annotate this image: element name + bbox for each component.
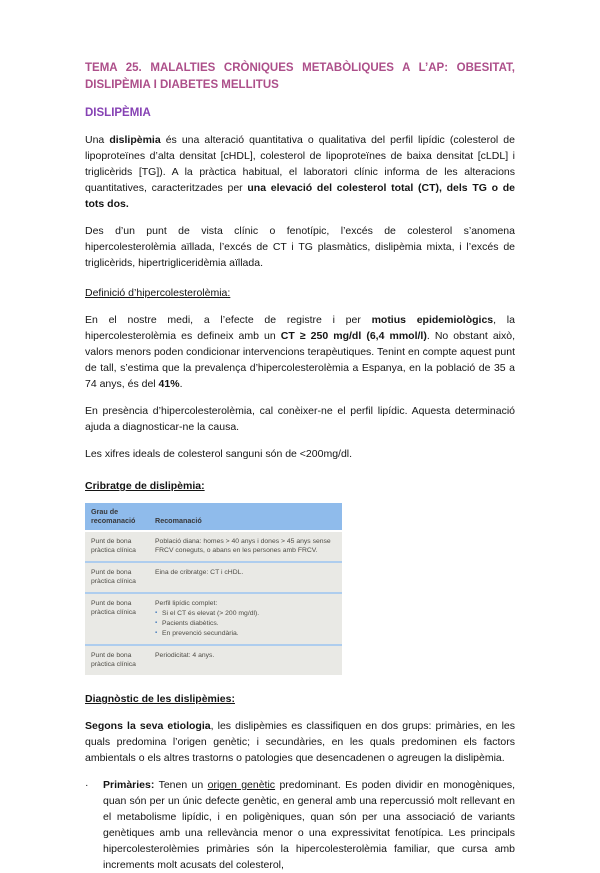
text-run: . No obstant això, valors menors poden condicionar intervencions terapèutiques. Tenint en compte aquest punt de tall, s’estima que la prevalença d’hipercolesterolèmia a Espanya, en la població de 35 a 74 anys, és del	[85, 330, 515, 390]
paragraph-hypercholesterolemia-definition	[85, 312, 515, 392]
text-run: .	[179, 378, 183, 390]
paragraph-dislipemia-definition	[85, 132, 515, 212]
paragraph-clinical-view: Des d’un punt de vista clínic o fenotípic, l’excés de colesterol s’anomena hipercolesterolèmia aïllada, l’excés de CT i TG plasmàtics, dislipèmia mixta, i l’excés de triglicèrids, hipertrigliceridèmia aïllada.	[85, 225, 515, 269]
table-header-grade: Grau de recomanació	[91, 507, 136, 525]
text-run: predominant. Es poden dividir en monogèniques, quan són per un únic defecte genètic, en general amb una repercussió molt rellevant en el metabolisme lipídic, i en poligèniques, quan són per una associació de variants genètiques amb una rellevància menor o una expressivitat fenotípica. Les principals hipercolesterolèmies primàries són la hipercolesterolèmia familiar, que cursa amb increments molt acusats del colesterol,	[103, 779, 515, 871]
text-run: , les dislipèmies es classifiquen en dos grups: primàries, en les quals predomina l’origen genètic; i secundàries, en les quals predominen els factors ambientals o els altres trastorns o patologies que desencadenen o agreugen la dislipèmia.	[85, 720, 515, 764]
text-run-underline: origen genètic	[207, 779, 276, 791]
table-bullet-item	[155, 629, 336, 638]
diagnosis-heading: Diagnòstic de les dislipèmies:	[85, 693, 235, 705]
bullet-item-primaries	[85, 777, 515, 873]
paragraph-ideal-values: Les xifres ideals de colesterol sanguni són de <200mg/dl.	[85, 448, 353, 460]
paragraph-lipid-profile: En presència d’hipercolesterolèmia, cal conèixer-ne el perfil lipídic. Aquesta determinació ajuda a diagnosticar-ne la causa.	[85, 405, 515, 433]
definition-heading: Definició d’hipercolesterolèmia:	[85, 287, 231, 299]
recommendation-table	[85, 503, 342, 675]
text-run: Tenen un	[154, 779, 208, 791]
screening-heading: Cribratge de dislipèmia:	[85, 480, 205, 492]
table-bullet-item	[155, 609, 336, 618]
text-run-bold: CT ≥ 250 mg/dl (6,4 mmol/l)	[280, 330, 427, 342]
text-run-bold: dislipèmia	[109, 134, 161, 146]
table-cell-recommendation	[155, 599, 336, 638]
table-cell-grade: Punt de bona pràctica clínica	[91, 600, 136, 616]
table-row	[85, 644, 342, 675]
table-bullet-text: En prevenció secundària.	[162, 630, 239, 637]
table-bullet-text: Pacients diabètics.	[162, 620, 219, 627]
text-run: Una	[85, 134, 110, 146]
table-row	[85, 530, 342, 561]
table-header-row	[85, 503, 342, 530]
text-run: En el nostre medi, a l’efecte de registre i per	[85, 314, 372, 326]
table-cell-grade: Punt de bona pràctica clínica	[91, 538, 136, 554]
text-run: , la hipercolesterolèmia es defineix amb un	[85, 314, 515, 342]
table-header-recommendation: Recomanació	[155, 516, 202, 525]
table-cell-grade: Punt de bona pràctica clínica	[91, 569, 136, 585]
table-cell-grade: Punt de bona pràctica clínica	[91, 652, 136, 668]
table-row	[85, 592, 342, 644]
paragraph-etiology	[85, 718, 515, 766]
text-run: és una alteració quantitativa o qualitativa del perfil lipídic (colesterol de lipoproteïnes d’alta densitat [cHDL], colesterol de lipoproteïnes de baixa densitat [cLDL] i triglicèrids [TG]). A la pràctica habitual, el laboratori clínic informa de les alteracions quantitatives, caracteritzades per	[85, 134, 515, 194]
text-run-bold: una elevació del colesterol total (CT), dels TG o de tots dos.	[85, 182, 515, 210]
table-row	[85, 561, 342, 592]
text-run-bold: 41%	[158, 378, 180, 390]
section-heading-dislipemia: DISLIPÈMIA	[85, 107, 151, 119]
table-cell-intro: Perfil lipídic complet:	[155, 600, 218, 607]
table-cell-recommendation: Eina de cribratge: CT i cHDL.	[155, 569, 244, 576]
table-cell-recommendation: Població diana: homes > 40 anys i dones > 45 anys sense FRCV coneguts, o abans en les persones amb FRCV.	[155, 538, 331, 554]
table-bullet-item	[155, 619, 336, 628]
square-bullet-icon: ▪	[155, 630, 158, 636]
text-run-bold: Segons la seva etiologia	[85, 720, 211, 732]
text-run-bold: Primàries:	[103, 779, 155, 791]
table-bullet-text: Si el CT és elevat (> 200 mg/dl).	[162, 610, 260, 617]
table-cell-recommendation: Periodicitat: 4 anys.	[155, 652, 215, 659]
square-bullet-icon: ▪	[155, 610, 158, 616]
text-run-bold: motius epidemiològics	[371, 314, 494, 326]
bullet-text	[103, 777, 515, 873]
dot-bullet-icon: ·	[85, 779, 89, 791]
doc-title: TEMA 25. MALALTIES CRÒNIQUES METABÒLIQUES A L’AP: OBESITAT, DISLIPÈMIA I DIABETES MELLITUS	[85, 62, 515, 91]
square-bullet-icon: ▪	[155, 620, 158, 626]
